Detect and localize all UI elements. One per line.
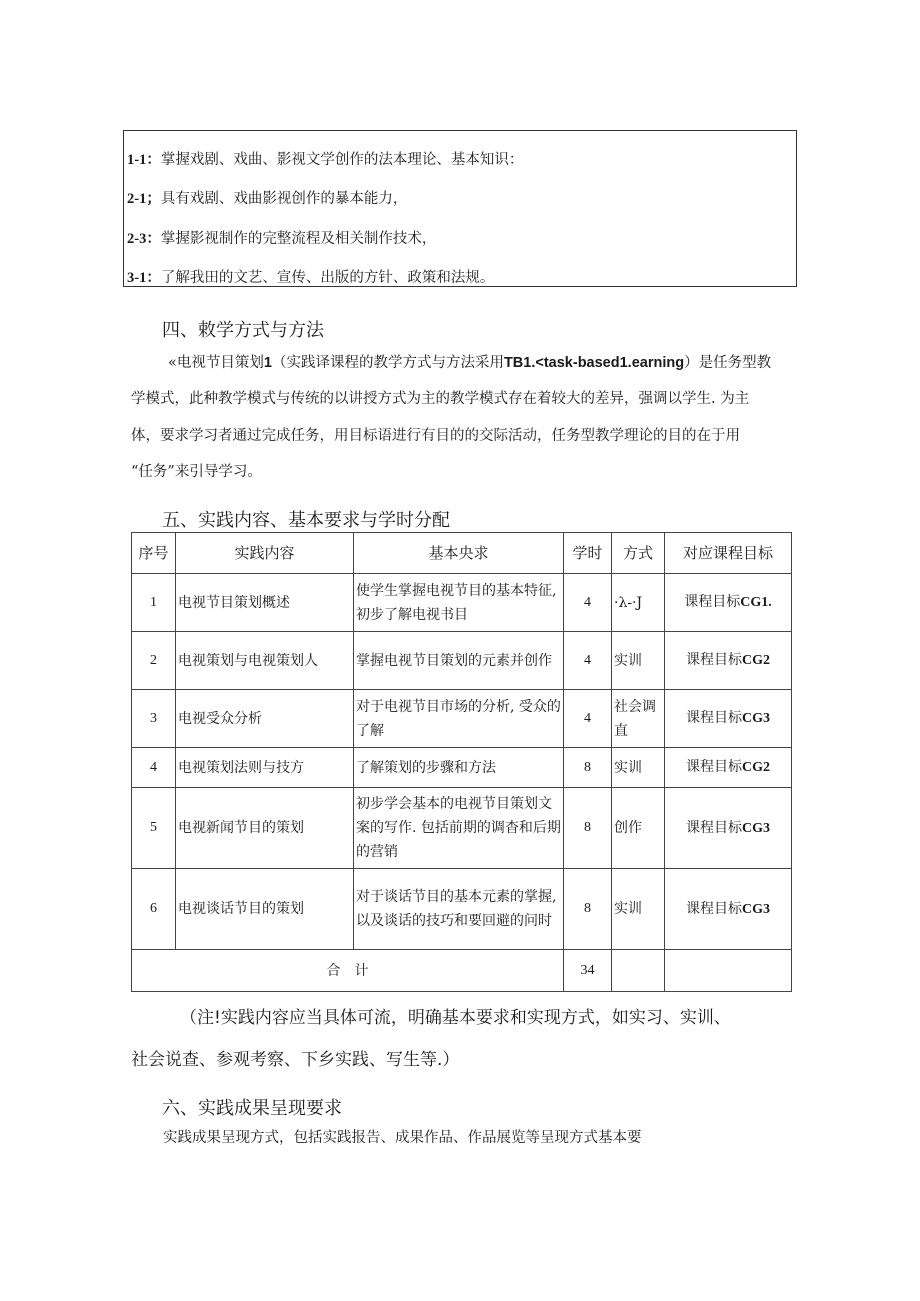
cell-empty bbox=[665, 950, 792, 992]
goal-code: 2-1； bbox=[127, 191, 161, 207]
text-fragment: 1 bbox=[263, 355, 272, 371]
section4-line: 体，要求学习者通过完成任务，用目标语进行有目的的交际活动，任务型教学理论的目的在于用 bbox=[131, 428, 740, 444]
goal-code: CG3 bbox=[742, 820, 770, 836]
header-method: 方式 bbox=[612, 533, 665, 574]
section6-title: 六、实践成果呈现要求 bbox=[162, 1098, 342, 1119]
cell-goal bbox=[665, 574, 792, 632]
cell-empty bbox=[612, 950, 665, 992]
section5-title: 五、实践内容、基本要求与学时分配 bbox=[162, 510, 450, 531]
goal-prefix: 课程目标 bbox=[686, 759, 742, 775]
cell-requirement: 了解策划的步骤和方法 bbox=[354, 748, 564, 788]
table-total-row bbox=[132, 950, 792, 992]
cell-hours: 4 bbox=[564, 574, 612, 632]
section4-title: 四、敕学方式与方法 bbox=[162, 320, 324, 341]
text-fragment: ）是任务型教 bbox=[684, 355, 772, 371]
text-fragment: （实践译课程的教学方式与方法采用 bbox=[271, 355, 504, 371]
goal-code: 2-3： bbox=[127, 231, 161, 247]
goal-code: CG3 bbox=[742, 901, 770, 917]
goal-text: 了解我田的文艺、宣传、出版的方针、政策和法规。 bbox=[160, 270, 495, 286]
goal-code: CG1. bbox=[740, 595, 772, 610]
cell-requirement: 初步学会基本的电视节目策划文案的写作. 包括前期的调杳和后期的营销 bbox=[354, 788, 564, 869]
goal-code: CG3 bbox=[742, 711, 770, 726]
goal-prefix: 课程目标 bbox=[686, 652, 742, 668]
cell-no: 3 bbox=[132, 690, 176, 748]
goal-line bbox=[127, 266, 494, 287]
header-no: 序号 bbox=[132, 533, 176, 574]
cell-content: 电视谈话节目的策划 bbox=[176, 869, 354, 950]
goal-prefix: 课程目标 bbox=[686, 819, 742, 836]
section4-line: 学模式，此种教学模式与传统的以讲授方式为主的教学模式存在着较大的差异，强调以学生. 为主 bbox=[131, 391, 750, 407]
note-line-2: 社会说查、参观考察、下乡实践、写生等.） bbox=[131, 1050, 460, 1070]
cell-goal bbox=[665, 748, 792, 788]
goal-code: CG2 bbox=[742, 653, 770, 668]
cell-hours: 8 bbox=[564, 869, 612, 950]
header-requirement: 基本央求 bbox=[354, 533, 564, 574]
section6-text: 实践成果呈现方式，包括实践报告、成果作品、作品展览等呈现方式基本要 bbox=[163, 1130, 642, 1146]
table-row bbox=[132, 748, 792, 788]
cell-requirement: 掌握电视节目策划的元素并创作 bbox=[354, 632, 564, 690]
goal-prefix: 课程目标 bbox=[684, 594, 741, 610]
cell-no: 2 bbox=[132, 632, 176, 690]
cell-requirement: 对于谈话节目的基本元素的掌握, 以及谈话的技巧和要回避的问时 bbox=[354, 869, 564, 950]
cell-content: 电视节目策划概述 bbox=[176, 574, 354, 632]
cell-requirement: 对于电视节目市场的分析, 受众的了解 bbox=[354, 690, 564, 748]
section4-line: “任务”来引导学习。 bbox=[131, 464, 262, 480]
table-header-row bbox=[132, 533, 792, 574]
cell-no: 5 bbox=[132, 788, 176, 869]
goal-line bbox=[127, 148, 523, 169]
header-goal: 对应课程目标 bbox=[665, 533, 792, 574]
cell-hours: 8 bbox=[564, 748, 612, 788]
total-hours: 34 bbox=[564, 950, 612, 992]
cell-hours: 4 bbox=[564, 632, 612, 690]
cell-requirement: 使学生掌握电视节目的基本特征, 初步了解电视书目 bbox=[354, 574, 564, 632]
cell-no: 1 bbox=[132, 574, 176, 632]
cell-no: 4 bbox=[132, 748, 176, 788]
cell-goal bbox=[665, 788, 792, 869]
goal-prefix: 课程目标 bbox=[686, 900, 742, 917]
cell-method: 实训 bbox=[612, 748, 665, 788]
cell-method: 社会调直 bbox=[612, 690, 665, 748]
goal-code: 3-1： bbox=[127, 270, 161, 286]
cell-content: 电视新闻节目的策划 bbox=[176, 788, 354, 869]
goal-line bbox=[127, 187, 407, 208]
total-label: 合 计 bbox=[132, 950, 564, 992]
header-content: 实践内容 bbox=[176, 533, 354, 574]
header-hours: 学时 bbox=[564, 533, 612, 574]
cell-goal bbox=[665, 869, 792, 950]
cell-method: ·λ-·J bbox=[612, 574, 665, 632]
goal-code: CG2 bbox=[742, 760, 770, 775]
cell-content: 电视受众分析 bbox=[176, 690, 354, 748]
goal-line bbox=[127, 227, 436, 248]
goal-text: 掌握戏剧、戏曲、影视文学创作的法本理论、基本知识： bbox=[160, 152, 524, 168]
cell-content: 电视策划与电视策划人 bbox=[176, 632, 354, 690]
text-fragment: TB1.<task-based1.earning bbox=[503, 355, 685, 371]
course-goals-box bbox=[123, 130, 797, 287]
cell-no: 6 bbox=[132, 869, 176, 950]
goal-text: 掌握影视制作的完整流程及相关制作技术， bbox=[160, 231, 437, 247]
cell-goal bbox=[665, 690, 792, 748]
text-fragment: «电视节目策划 bbox=[168, 355, 264, 371]
cell-content: 电视策划法则与技方 bbox=[176, 748, 354, 788]
goal-text: 具有戏剧、戏曲影视创作的暴本能力， bbox=[160, 191, 408, 207]
table-row bbox=[132, 632, 792, 690]
table-row bbox=[132, 869, 792, 950]
table-row bbox=[132, 788, 792, 869]
goal-code: 1-1： bbox=[127, 152, 161, 168]
cell-method: 实训 bbox=[612, 632, 665, 690]
cell-hours: 4 bbox=[564, 690, 612, 748]
cell-hours: 8 bbox=[564, 788, 612, 869]
goal-prefix: 课程目标 bbox=[686, 710, 742, 726]
cell-method: 创作 bbox=[612, 788, 665, 869]
section4-line bbox=[168, 356, 771, 371]
table-row bbox=[132, 690, 792, 748]
cell-method: 实训 bbox=[612, 869, 665, 950]
cell-goal bbox=[665, 632, 792, 690]
table-row bbox=[132, 574, 792, 632]
practice-table bbox=[131, 532, 792, 992]
note-line-1: （注!实践内容应当具体可流，明确基本要求和实现方式，如实习、实训、 bbox=[180, 1008, 731, 1028]
